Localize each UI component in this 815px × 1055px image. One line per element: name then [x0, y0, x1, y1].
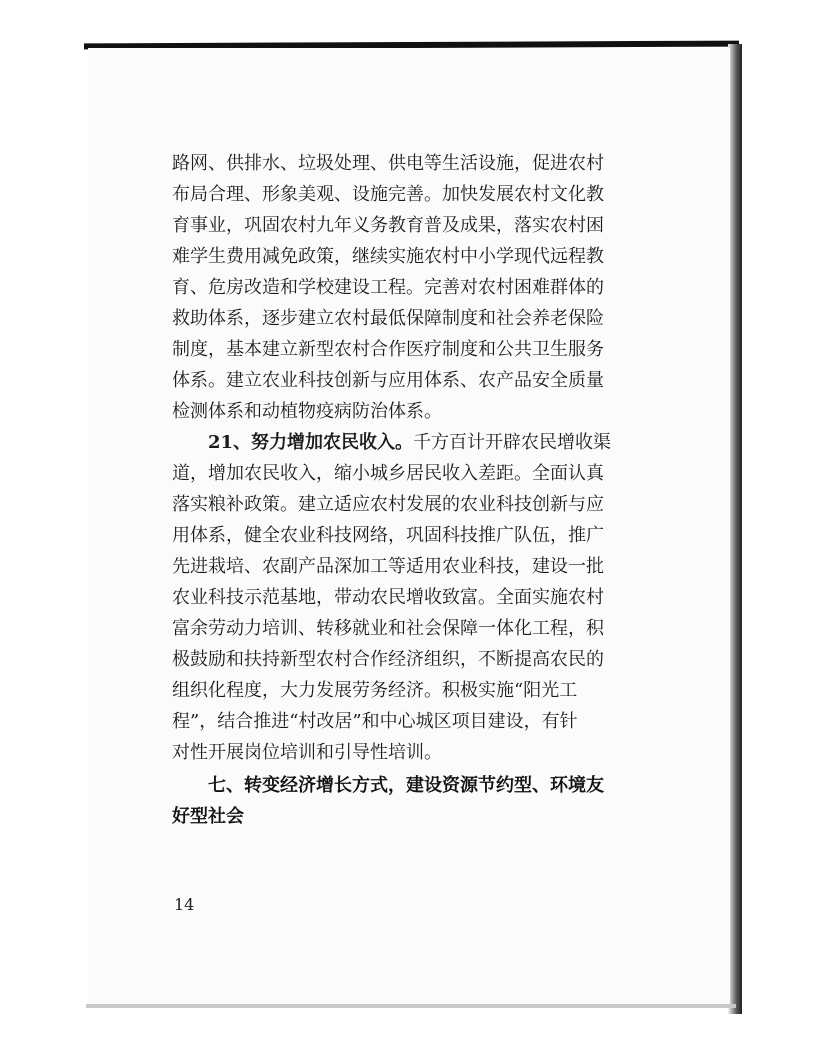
text-line: 对性开展岗位培训和引导性培训。 — [172, 742, 442, 763]
scan-edge-right — [728, 44, 742, 1014]
paragraph-rural-facilities — [172, 148, 692, 427]
text-line: 程”，结合推进“村改居”和中心城区项目建设，有针 — [172, 711, 578, 732]
text-line: 路网、供排水、垃圾处理、供电等生活设施，促进农村 — [172, 153, 604, 174]
text-line: 农业科技示范基地，带动农民增收致富。全面实施农村 — [172, 587, 604, 608]
text-line: 道，增加农民收入，缩小城乡居民收入差距。全面认真 — [172, 463, 604, 484]
text-line: 用体系，健全农业科技网络，巩固科技推广队伍，推广 — [172, 525, 604, 546]
text-line: 难学生费用减免政策，继续实施农村中小学现代远程教 — [172, 246, 604, 267]
section-heading-line: 好型社会 — [172, 806, 244, 827]
text-line — [172, 427, 692, 458]
document-body — [172, 148, 692, 832]
text-line: 布局合理、形象美观、设施完善。加快发展农村文化教 — [172, 184, 604, 205]
text-line: 制度，基本建立新型农村合作医疗制度和公共卫生服务 — [172, 339, 604, 360]
paragraph-farmer-income — [172, 427, 692, 768]
text-line: 富余劳动力培训、转移就业和社会保障一体化工程，积 — [172, 618, 604, 639]
text-line: 救助体系，逐步建立农村最低保障制度和社会养老保险 — [172, 308, 604, 329]
text-line: 组织化程度，大力发展劳务经济。积极实施“阳光工 — [172, 680, 578, 701]
text-line: 先进栽培、农副产品深加工等适用农业科技，建设一批 — [172, 556, 604, 577]
text-line: 育事业，巩固农村九年义务教育普及成果，落实农村困 — [172, 215, 604, 236]
text-line-rest: 千方百计开辟农民增收渠 — [413, 432, 612, 453]
section-heading — [172, 770, 692, 832]
text-line: 落实粮补政策。建立适应农村发展的农业科技创新与应 — [172, 494, 604, 515]
section-heading-line: 七、转变经济增长方式，建设资源节约型、环境友 — [208, 775, 604, 796]
text-line: 育、危房改造和学校建设工程。完善对农村困难群体的 — [172, 277, 604, 298]
text-line: 体系。建立农业科技创新与应用体系、农产品安全质量 — [172, 370, 604, 391]
scan-edge-bottom — [86, 1004, 736, 1008]
text-line: 检测体系和动植物疫病防治体系。 — [172, 401, 442, 422]
item-heading: 21、努力增加农民收入。 — [208, 432, 414, 453]
text-line: 极鼓励和扶持新型农村合作经济组织，不断提高农民的 — [172, 649, 604, 670]
page-number: 14 — [174, 895, 195, 914]
